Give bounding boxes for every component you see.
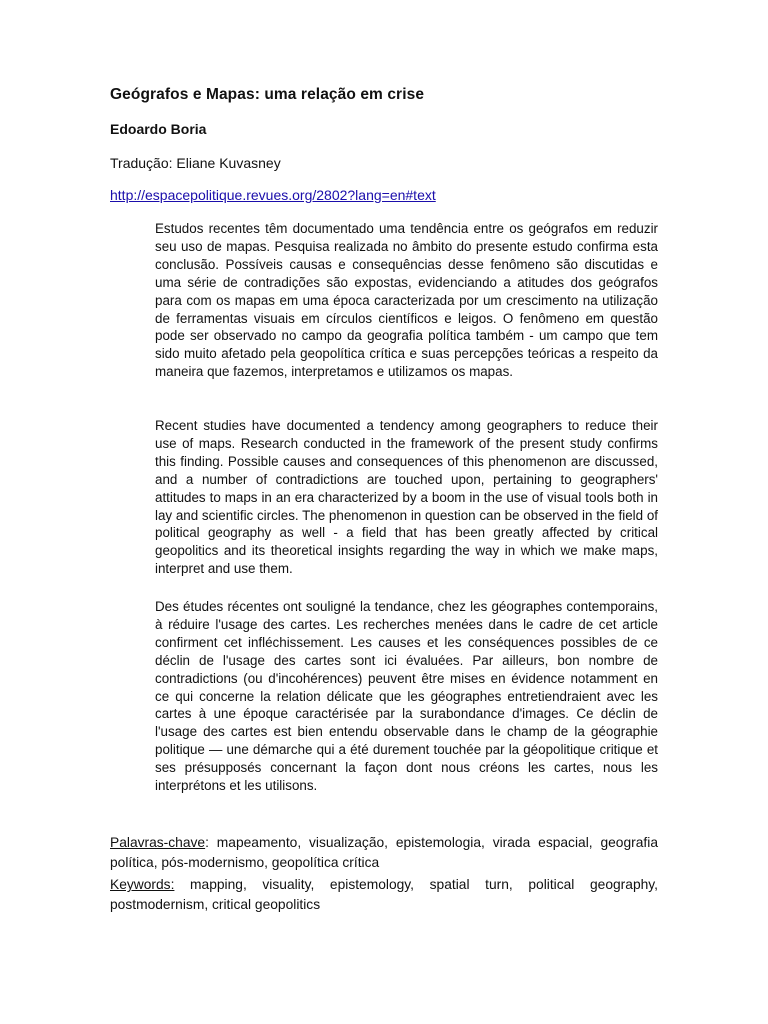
keywords-label-en: Keywords: [110, 877, 175, 892]
keywords-portuguese [110, 833, 658, 872]
abstract-english: Recent studies have documented a tendency among geographers to reduce their use of maps. Research conducted in the framework of the present study confirms this finding. Possible causes and consequences of this phenomenon are discussed, and a number of contradictions are touched upon, pertaining to geographers' attitudes to maps in an era characterized by a boom in the use of visual tools both in lay and scientific circles. The phenomenon in question can be observed in the field of political geography as well - a field that has been greatly affected by critical geopolitics and its theoretical insights regarding the way in which we make maps, interpret and use them. [155, 418, 658, 577]
keywords-list-pt: mapeamento, visualização, epistemologia, virada espacial, geografia política, pós-modernismo, geopolítica crítica [110, 835, 658, 870]
abstract-portuguese: Estudos recentes têm documentado uma tendência entre os geógrafos em reduzir seu uso de mapas. Pesquisa realizada no âmbito do presente estudo confirma esta conclusão. Possíveis causas e consequências desse fenômeno são discutidas e uma série de contradições são expostas, evidenciando a atitudes dos geógrafos para com os mapas em uma época caracterizada por um crescimento na utilização de ferramentas visuais em círculos científicos e leigos. O fenômeno em questão pode ser observado no campo da geografia política também - um campo que tem sido muito afetado pela geopolítica crítica e suas percepções teóricas a respeito da maneira que fazemos, interpretamos e utilizamos os mapas. [155, 221, 658, 380]
keywords-label-pt: Palavras-chave [110, 835, 206, 850]
abstract-french: Des études récentes ont souligné la tendance, chez les géographes contemporains, à réduire l'usage des cartes. Les recherches menées dans le cadre de cet article confirment cet infléchissement. Les causes et les conséquences possibles de ce déclin de l'usage des cartes sont ici évaluées. Par ailleurs, bon nombre de contradictions (ou d'incohérences) peuvent être mises en évidence notamment en ce qui concerne la relation délicate que les géographes entretiendraient avec les cartes à une époque caractérisée par la surabondance d'images. Ce déclin de l'usage des cartes est bien entendu observable dans le champ de la géographie politique — une démarche qui a été durement touchée par la géopolitique critique et ses présupposés concernant la façon dont nous créons les cartes, nous les interprétons et les utilisons. [155, 599, 658, 794]
keywords-list-en: mapping, visuality, epistemology, spatial turn, political geography, postmodernism, critical geopolitics [110, 877, 658, 912]
keywords-separator-pt: : [205, 835, 209, 850]
translation-credit: Tradução: Eliane Kuvasney [110, 155, 281, 171]
source-link[interactable]: http://espacepolitique.revues.org/2802?lang=en#text [110, 187, 436, 203]
document-title: Geógrafos e Mapas: uma relação em crise [110, 86, 425, 103]
keywords-english [110, 875, 658, 914]
author-name: Edoardo Boria [110, 121, 207, 137]
